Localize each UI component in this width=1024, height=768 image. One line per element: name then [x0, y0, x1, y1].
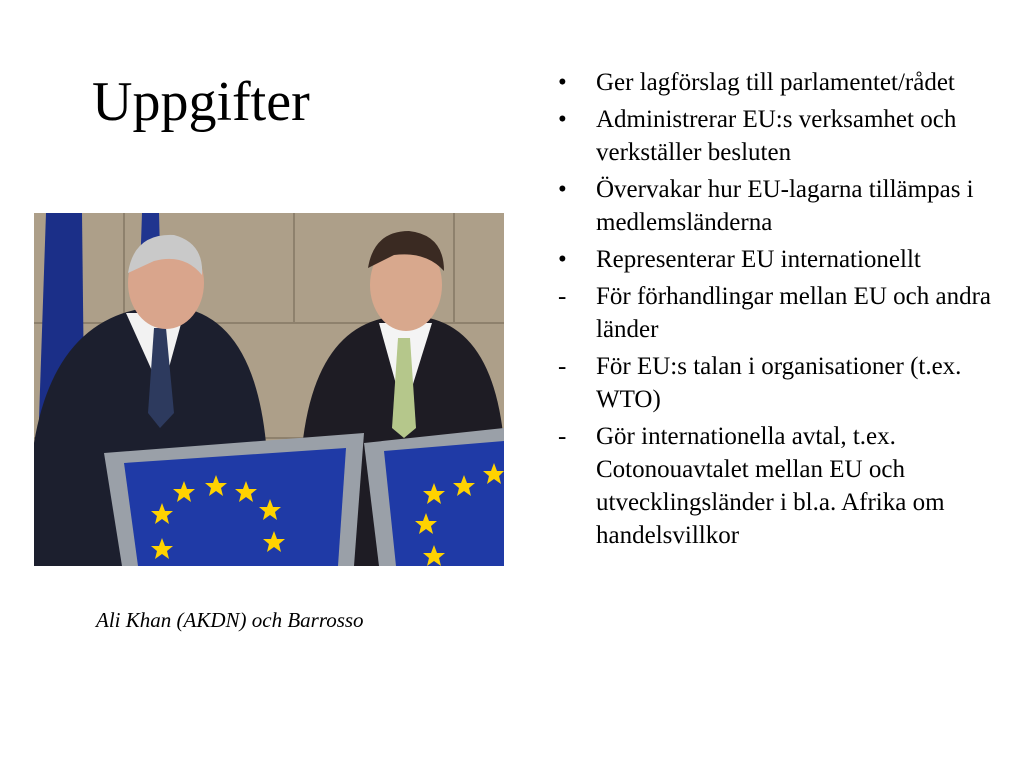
bullet-marker: • [558, 69, 567, 96]
list-item [558, 420, 998, 552]
list-item-text: Representerar EU internationellt [596, 246, 921, 273]
dash-marker: - [558, 353, 567, 380]
photo-ali-khan-barroso [34, 213, 504, 566]
list-item-text: Ger lagförslag till parlamentet/rådet [596, 69, 955, 96]
bullet-marker: • [558, 106, 567, 133]
list-item [558, 173, 998, 239]
list-item-text: För förhandlingar mellan EU och andra länder [596, 283, 992, 343]
bullet-marker: • [558, 176, 567, 203]
list-item-text: Administrerar EU:s verksamhet och verkställer besluten [596, 106, 957, 166]
list-item [558, 350, 998, 416]
photo-caption: Ali Khan (AKDN) och Barrosso [96, 608, 364, 632]
bullet-marker: • [558, 246, 567, 273]
list-item-text: Gör internationella avtal, t.ex. Cotonouavtalet mellan EU och utvecklingsländer i bl.a. Afrika om handelsvillkor [596, 423, 945, 549]
list-item [558, 243, 998, 276]
dash-marker: - [558, 423, 567, 450]
slide-title: Uppgifter [92, 71, 310, 133]
photo-illustration [34, 213, 504, 566]
list-item [558, 66, 998, 99]
list-item-text: För EU:s talan i organisationer (t.ex. WTO) [596, 353, 962, 413]
list-item [558, 280, 998, 346]
list-item-text: Övervakar hur EU-lagarna tillämpas i medlemsländerna [596, 176, 974, 236]
list-item [558, 103, 998, 169]
task-list [558, 66, 998, 556]
dash-marker: - [558, 283, 567, 310]
